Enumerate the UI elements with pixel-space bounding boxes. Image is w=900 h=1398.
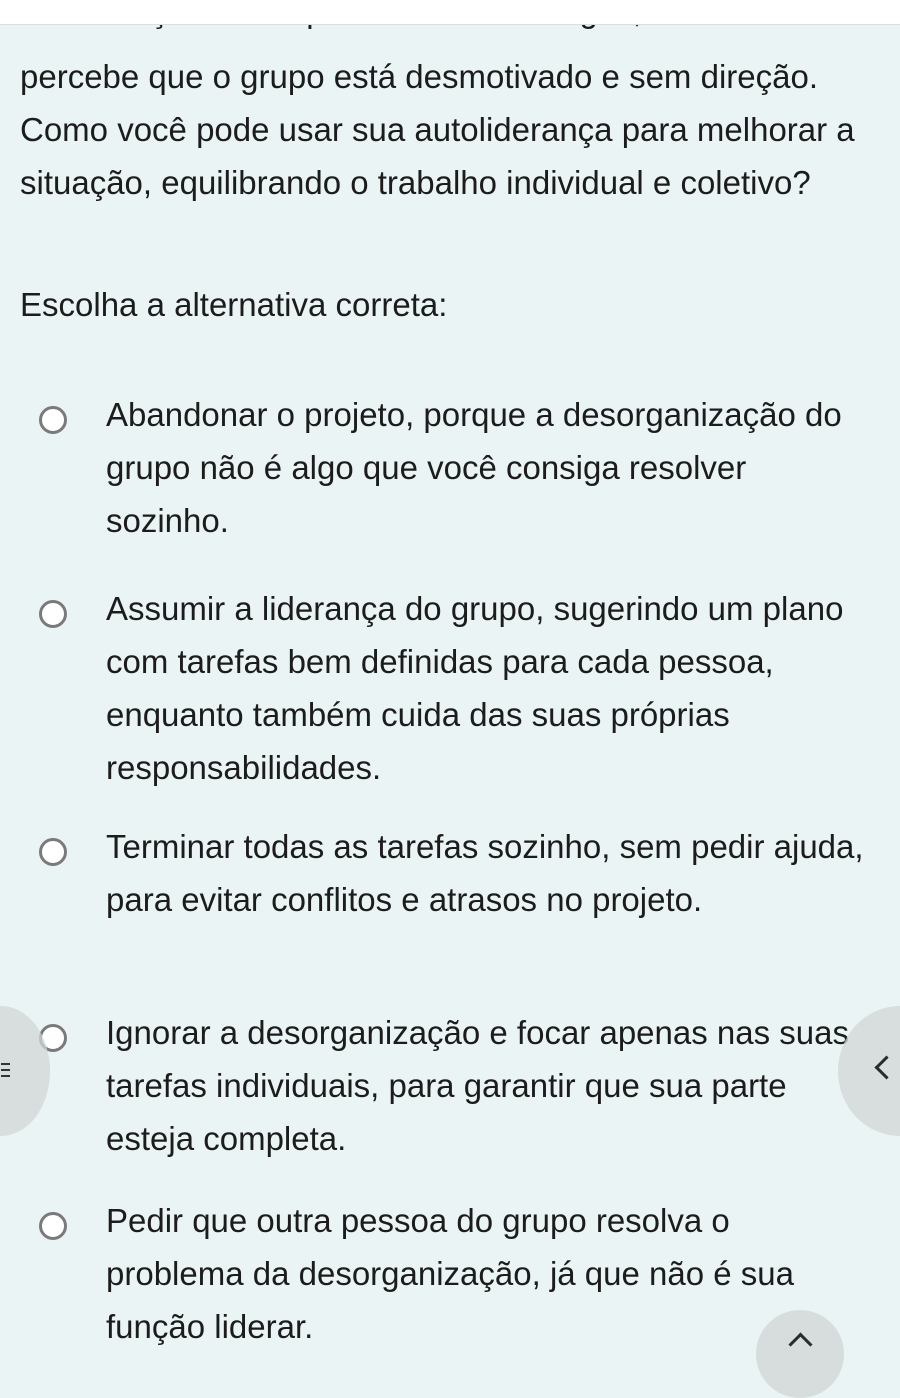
radio-button[interactable]: [39, 600, 67, 628]
option-d[interactable]: [0, 1006, 900, 1176]
answer-prompt: Escolha a alternativa correta:: [20, 286, 448, 323]
question-text: percebe que o grupo está desmotivado e sem direção. Como você pode usar sua autoliderança para melhorar a situação, equilibrando o trabalho individual e coletivo?: [20, 58, 855, 201]
option-a[interactable]: [0, 388, 900, 558]
radio-button[interactable]: [39, 406, 67, 434]
option-e-text: Pedir que outra pessoa do grupo resolva o problema da desorganização, já que não é sua função liderar.: [106, 1202, 794, 1345]
option-d-text: Ignorar a desorganização e focar apenas nas suas tarefas individuais, para garantir que sua parte esteja completa.: [106, 1014, 849, 1157]
option-b[interactable]: [0, 582, 900, 786]
chevron-up-icon: [788, 1332, 812, 1356]
option-a-text: Abandonar o projeto, porque a desorganização do grupo não é algo que você consiga resolver sozinho.: [106, 396, 842, 539]
option-c-text: Terminar todas as tarefas sozinho, sem pedir ajuda, para evitar conflitos e atrasos no projeto.: [106, 828, 864, 918]
option-b-text: Assumir a liderança do grupo, sugerindo um plano com tarefas bem definidas para cada pessoa, enquanto também cuida das suas próprias responsabilidades.: [106, 590, 844, 786]
hamburger-icon: [1, 1063, 10, 1081]
scroll-up-button[interactable]: [756, 1310, 844, 1398]
option-c[interactable]: [0, 820, 900, 990]
radio-button[interactable]: [39, 1212, 67, 1240]
radio-button[interactable]: [39, 838, 67, 866]
top-bar: [0, 0, 900, 25]
chevron-left-icon: [874, 1055, 898, 1079]
